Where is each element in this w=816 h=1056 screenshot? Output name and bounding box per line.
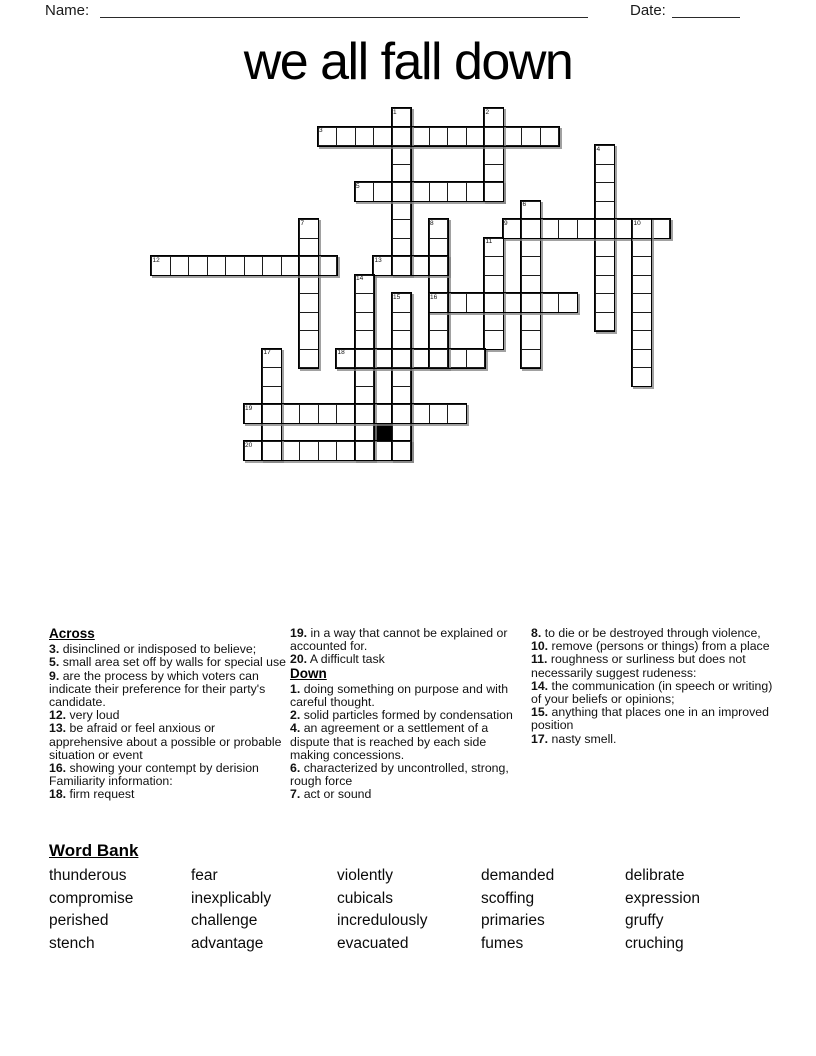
crossword-cell[interactable] xyxy=(392,201,412,221)
clue-number: 14. xyxy=(531,678,549,693)
clue-text: A difficult task xyxy=(309,652,385,667)
crossword-cell[interactable] xyxy=(392,367,412,387)
cell-number: 6 xyxy=(522,201,527,208)
crossword-cell[interactable] xyxy=(429,330,449,350)
crossword-cell[interactable] xyxy=(336,349,356,369)
crossword-cell[interactable] xyxy=(225,256,245,276)
crossword-cell[interactable] xyxy=(392,293,412,313)
word-bank-word: evacuated xyxy=(337,934,409,952)
crossword-cell[interactable] xyxy=(299,219,319,239)
crossword-cell[interactable] xyxy=(484,145,504,165)
crossword-cell[interactable] xyxy=(299,349,319,369)
crossword-cell[interactable] xyxy=(318,256,338,276)
clue-text: characterized by uncontrolled, strong, rough force xyxy=(290,761,509,789)
crossword-cell[interactable] xyxy=(410,127,430,147)
crossword-cell[interactable] xyxy=(244,441,264,461)
crossword-cell[interactable] xyxy=(521,256,541,276)
word-bank-word: fumes xyxy=(481,934,524,952)
cell-number: 19 xyxy=(245,404,253,412)
crossword-cell[interactable] xyxy=(410,256,430,276)
clue-number: 15. xyxy=(531,705,549,720)
crossword-cell[interactable] xyxy=(484,293,504,313)
clue-text: very loud xyxy=(69,708,120,723)
crossword-cell[interactable] xyxy=(521,127,541,147)
clue-number: 20. xyxy=(290,652,308,667)
clue-text: an agreement or a settlement of a dispute that is reached by each side making concessions. xyxy=(290,721,489,762)
crossword-cell[interactable] xyxy=(521,312,541,332)
clue-down-1 xyxy=(290,683,528,709)
crossword-cell[interactable] xyxy=(318,127,338,147)
crossword-cell[interactable] xyxy=(188,256,208,276)
crossword-cell[interactable] xyxy=(355,441,375,461)
crossword-cell[interactable] xyxy=(355,127,375,147)
crossword-cell[interactable] xyxy=(577,219,597,239)
crossword-cell[interactable] xyxy=(429,293,449,313)
name-input-line[interactable] xyxy=(100,16,588,18)
crossword-cell[interactable] xyxy=(503,127,523,147)
crossword-cell[interactable] xyxy=(355,330,375,350)
word-bank-word: cubicals xyxy=(337,889,393,907)
crossword-cell[interactable] xyxy=(447,127,467,147)
crossword-cell[interactable] xyxy=(484,108,504,128)
crossword-cell[interactable] xyxy=(336,441,356,461)
crossword-cell[interactable] xyxy=(299,293,319,313)
crossword-cell[interactable] xyxy=(373,441,393,461)
clue-number: 1. xyxy=(290,681,301,696)
crossword-cell[interactable] xyxy=(484,312,504,332)
crossword-cell[interactable] xyxy=(262,386,282,406)
crossword-cell[interactable] xyxy=(484,275,504,295)
cell-number: 10 xyxy=(633,219,641,227)
clue-number: 5. xyxy=(49,655,60,670)
crossword-cell[interactable] xyxy=(429,238,449,258)
clue-number: 10. xyxy=(531,639,549,654)
cell-number: 9 xyxy=(504,219,508,227)
crossword-cell[interactable] xyxy=(410,349,430,369)
clue-number: 18. xyxy=(49,787,67,802)
crossword-cell[interactable] xyxy=(410,182,430,202)
word-bank-word: fear xyxy=(191,867,218,884)
clue-across-9 xyxy=(49,670,287,710)
word-bank-column xyxy=(49,865,133,955)
clue-text: showing your contempt by derision Familiarity information: xyxy=(49,761,259,789)
crossword-cell[interactable] xyxy=(521,293,541,313)
clue-number: 13. xyxy=(49,721,67,736)
clue-number: 16. xyxy=(49,761,67,776)
crossword-cell[interactable] xyxy=(558,293,578,313)
crossword-cell[interactable] xyxy=(540,127,560,147)
crossword-cell[interactable] xyxy=(355,312,375,332)
crossword-cell[interactable] xyxy=(355,423,375,443)
crossword-cell[interactable] xyxy=(299,404,319,424)
clue-across-19 xyxy=(290,627,528,653)
clue-down-11 xyxy=(531,653,773,679)
crossword-cell[interactable] xyxy=(595,238,615,258)
crossword-cell[interactable] xyxy=(429,312,449,332)
word-bank-word: primaries xyxy=(481,912,545,930)
crossword-cell[interactable] xyxy=(595,275,615,295)
clue-number: 3. xyxy=(49,642,60,657)
clue-text: remove (persons or things) from a place xyxy=(551,639,770,654)
crossword-cell[interactable] xyxy=(595,182,615,202)
crossword-cell[interactable] xyxy=(392,349,412,369)
clue-across-13 xyxy=(49,722,287,762)
word-bank-word: stench xyxy=(49,934,95,952)
word-bank-heading: Word Bank xyxy=(49,841,139,860)
clue-down-14 xyxy=(531,680,773,706)
clue-text: anything that places one in an improved position xyxy=(531,705,769,733)
clue-down-7 xyxy=(290,788,528,801)
crossword-cell[interactable] xyxy=(262,423,282,443)
word-bank-word: inexplicably xyxy=(191,889,272,907)
crossword-cell[interactable] xyxy=(447,293,467,313)
crossword-cell[interactable] xyxy=(373,127,393,147)
down-heading: Down xyxy=(290,665,327,681)
cell-number: 20 xyxy=(245,441,253,449)
word-bank-word: cruching xyxy=(625,934,684,952)
word-bank-column xyxy=(625,865,700,955)
crossword-cell[interactable] xyxy=(281,256,301,276)
crossword-cell[interactable] xyxy=(595,256,615,276)
clue-across-20 xyxy=(290,653,528,666)
clue-text: firm request xyxy=(69,787,135,802)
crossword-cell[interactable] xyxy=(318,441,338,461)
clue-text: in a way that cannot be explained or accounted for. xyxy=(290,626,508,654)
crossword-cell[interactable] xyxy=(392,219,412,239)
crossword-cell[interactable] xyxy=(484,164,504,184)
crossword-cell[interactable] xyxy=(651,219,671,239)
crossword-cell[interactable] xyxy=(299,238,319,258)
cell-number: 13 xyxy=(374,256,382,264)
clue-text: nasty smell. xyxy=(551,731,617,746)
crossword-cell[interactable] xyxy=(632,330,652,350)
cell-number: 15 xyxy=(393,293,401,301)
crossword-cell[interactable] xyxy=(632,293,652,313)
cell-number: 8 xyxy=(430,219,434,227)
clue-number: 12. xyxy=(49,708,67,723)
crossword-cell[interactable] xyxy=(410,404,430,424)
word-bank-column xyxy=(481,865,554,955)
blocked-cell xyxy=(373,423,393,443)
crossword-cell[interactable] xyxy=(299,275,319,295)
crossword-cell[interactable] xyxy=(392,145,412,165)
clue-text: solid particles formed by condensation xyxy=(303,708,513,723)
clue-text: doing something on purpose and with careful thought. xyxy=(290,681,509,710)
clue-down-4 xyxy=(290,722,528,762)
clue-number: 8. xyxy=(531,626,542,640)
crossword-cell[interactable] xyxy=(151,256,171,276)
crossword-cell[interactable] xyxy=(262,367,282,387)
clues-column-3 xyxy=(531,627,773,746)
clue-number: 4. xyxy=(290,721,301,736)
crossword-cell[interactable] xyxy=(521,201,541,221)
crossword-cell[interactable] xyxy=(392,164,412,184)
crossword-cell[interactable] xyxy=(429,256,449,276)
crossword-cell[interactable] xyxy=(392,330,412,350)
crossword-cell[interactable] xyxy=(392,312,412,332)
crossword-cell[interactable] xyxy=(540,293,560,313)
crossword-cell[interactable] xyxy=(299,312,319,332)
word-bank-word: incredulously xyxy=(337,912,428,930)
crossword-cell[interactable] xyxy=(207,256,227,276)
word-bank-word: scoffing xyxy=(481,889,535,907)
cell-number: 2 xyxy=(485,108,490,116)
crossword-cell[interactable] xyxy=(521,238,541,258)
word-bank-word: challenge xyxy=(191,912,258,930)
cell-number: 18 xyxy=(337,349,345,356)
clue-down-6 xyxy=(290,762,528,788)
crossword-cell[interactable] xyxy=(299,330,319,350)
crossword-cell[interactable] xyxy=(244,404,264,424)
crossword-cell[interactable] xyxy=(632,219,652,239)
cell-number: 7 xyxy=(300,219,305,227)
crossword-cell[interactable] xyxy=(466,349,486,369)
crossword-cell[interactable] xyxy=(632,275,652,295)
crossword-cell[interactable] xyxy=(392,127,412,147)
clue-number: 7. xyxy=(290,787,301,802)
clue-number: 19. xyxy=(290,626,308,640)
crossword-cell[interactable] xyxy=(262,256,282,276)
crossword-cell[interactable] xyxy=(484,182,504,202)
clue-text: disinclined or indisposed to believe; xyxy=(62,642,257,657)
crossword-cell[interactable] xyxy=(632,238,652,258)
clue-number: 2. xyxy=(290,708,301,723)
crossword-cell[interactable] xyxy=(429,127,449,147)
word-bank-word: expression xyxy=(625,889,700,907)
crossword-cell[interactable] xyxy=(484,127,504,147)
crossword-cell[interactable] xyxy=(595,293,615,313)
puzzle-title: we all fall down xyxy=(243,33,573,91)
crossword-cell[interactable] xyxy=(355,386,375,406)
cell-number: 4 xyxy=(596,145,601,153)
clue-number: 9. xyxy=(49,668,60,683)
crossword-cell[interactable] xyxy=(429,275,449,295)
crossword-cell[interactable] xyxy=(373,404,393,424)
word-bank-word: compromise xyxy=(49,889,134,907)
cell-number: 11 xyxy=(485,238,493,245)
crossword-cell[interactable] xyxy=(503,293,523,313)
clue-text: are the process by which voters can indicate their preference for their party's candidate. xyxy=(49,668,266,710)
crossword-cell[interactable] xyxy=(355,275,375,295)
crossword-cell[interactable] xyxy=(281,441,301,461)
crossword-cell[interactable] xyxy=(429,182,449,202)
crossword-cell[interactable] xyxy=(392,108,412,128)
crossword-cell[interactable] xyxy=(392,441,412,461)
clues-column-1 xyxy=(49,627,287,802)
word-bank-word: violently xyxy=(337,867,393,884)
word-bank-word: demanded xyxy=(481,867,555,884)
cell-number: 3 xyxy=(319,127,323,134)
crossword-cell[interactable] xyxy=(521,330,541,350)
crossword-cell[interactable] xyxy=(373,256,393,276)
crossword-cell[interactable] xyxy=(466,127,486,147)
crossword-cell[interactable] xyxy=(299,256,319,276)
name-label: Name: xyxy=(45,2,90,19)
clue-down-15 xyxy=(531,706,773,732)
word-bank-word: perished xyxy=(49,912,109,930)
clue-text: to die or be destroyed through violence, xyxy=(544,626,761,640)
cell-number: 1 xyxy=(393,108,397,116)
clue-text: be afraid or feel anxious or apprehensive about a possible or probable situation or event xyxy=(49,721,282,762)
crossword-cell[interactable] xyxy=(447,349,467,369)
crossword-cell[interactable] xyxy=(466,293,486,313)
crossword-cell[interactable] xyxy=(632,312,652,332)
crossword-cell[interactable] xyxy=(632,349,652,369)
crossword-cell[interactable] xyxy=(632,367,652,387)
crossword-cell[interactable] xyxy=(392,404,412,424)
crossword-cell[interactable] xyxy=(484,256,504,276)
clue-number: 17. xyxy=(531,731,549,746)
crossword-cell[interactable] xyxy=(447,404,467,424)
crossword-cell[interactable] xyxy=(262,441,282,461)
crossword-cell[interactable] xyxy=(373,182,393,202)
crossword-cell[interactable] xyxy=(355,349,375,369)
crossword-cell[interactable] xyxy=(521,275,541,295)
crossword-cell[interactable] xyxy=(355,293,375,313)
crossword-cell[interactable] xyxy=(429,349,449,369)
crossword-cell[interactable] xyxy=(521,349,541,369)
clue-down-17 xyxy=(531,733,773,746)
crossword-cell[interactable] xyxy=(373,349,393,369)
crossword-cell[interactable] xyxy=(447,182,467,202)
crossword-cell[interactable] xyxy=(392,386,412,406)
crossword-cell[interactable] xyxy=(299,441,319,461)
across-heading: Across xyxy=(49,626,95,641)
crossword-cell[interactable] xyxy=(540,219,560,239)
crossword-grid[interactable] xyxy=(151,108,671,462)
clues-column-2 xyxy=(290,627,528,802)
word-bank-column xyxy=(191,865,271,955)
crossword-cell[interactable] xyxy=(595,145,615,165)
crossword-cell[interactable] xyxy=(484,330,504,350)
crossword-cell[interactable] xyxy=(614,219,634,239)
crossword-cell[interactable] xyxy=(355,404,375,424)
crossword-cell[interactable] xyxy=(262,349,282,369)
crossword-cell[interactable] xyxy=(503,219,523,239)
crossword-cell[interactable] xyxy=(392,238,412,258)
crossword-cell[interactable] xyxy=(429,219,449,239)
crossword-cell[interactable] xyxy=(595,164,615,184)
crossword-cell[interactable] xyxy=(281,404,301,424)
crossword-cell[interactable] xyxy=(484,238,504,258)
crossword-cell[interactable] xyxy=(392,256,412,276)
word-bank-word: advantage xyxy=(191,934,264,952)
crossword-cell[interactable] xyxy=(558,219,578,239)
clue-across-18 xyxy=(49,788,287,801)
crossword-cell[interactable] xyxy=(521,219,541,239)
crossword-cell[interactable] xyxy=(170,256,190,276)
crossword-cell[interactable] xyxy=(429,404,449,424)
crossword-cell[interactable] xyxy=(244,256,264,276)
crossword-cell[interactable] xyxy=(318,404,338,424)
clue-text: roughness or surliness but does not necessarily suggest rudeness: xyxy=(531,652,746,680)
crossword-cell[interactable] xyxy=(355,367,375,387)
crossword-cell[interactable] xyxy=(392,182,412,202)
cell-number: 14 xyxy=(356,275,364,282)
cell-number: 12 xyxy=(152,256,160,264)
crossword-cell[interactable] xyxy=(632,256,652,276)
cell-number: 5 xyxy=(356,182,360,190)
crossword-cell[interactable] xyxy=(262,404,282,424)
clue-across-16 xyxy=(49,762,287,788)
cell-number: 16 xyxy=(430,293,438,301)
crossword-cell[interactable] xyxy=(466,182,486,202)
crossword-cell[interactable] xyxy=(595,219,615,239)
crossword-cell[interactable] xyxy=(336,127,356,147)
clue-number: 11. xyxy=(531,652,548,667)
clue-text: the communication (in speech or writing) of your beliefs or opinions; xyxy=(531,678,773,707)
word-bank-column xyxy=(337,865,427,955)
clue-text: act or sound xyxy=(303,787,372,802)
crossword-cell[interactable] xyxy=(595,312,615,332)
crossword-cell[interactable] xyxy=(355,182,375,202)
crossword-cell[interactable] xyxy=(595,201,615,221)
date-input-line[interactable] xyxy=(672,16,740,18)
date-label: Date: xyxy=(630,2,666,19)
word-bank-word: thunderous xyxy=(49,867,127,884)
crossword-cell[interactable] xyxy=(336,404,356,424)
cell-number: 17 xyxy=(263,349,271,356)
clue-number: 6. xyxy=(290,761,301,776)
clue-text: small area set off by walls for special use xyxy=(62,655,286,670)
word-bank-word: delibrate xyxy=(625,867,685,884)
crossword-cell[interactable] xyxy=(392,423,412,443)
word-bank-word: gruffy xyxy=(625,912,664,930)
